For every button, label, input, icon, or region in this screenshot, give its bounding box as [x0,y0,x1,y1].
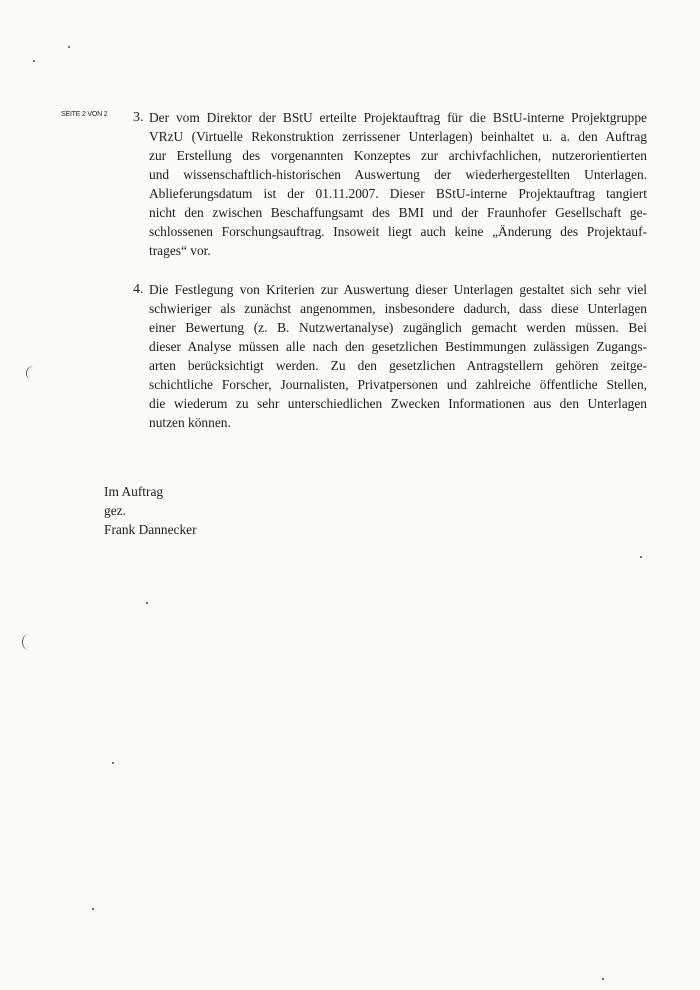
text-line: die wiederum zu sehr unterschiedlichen Zwecken Informationen aus den Unterlagen [149,396,647,411]
text-line: einer Bewertung (z. B. Nutzwertanalyse) zugänglich gemacht werden müssen. Bei [149,320,647,335]
text-line: zur Erstellung des vorgenannten Konzeptes zur archivfachlichen, nutzerorientierten [149,148,647,163]
text-line: trages“ vor. [149,243,211,258]
text-line: schwieriger als zunächst angenommen, insbesondere dadurch, dass diese Unterlagen [149,301,647,316]
punch-hole-mark [22,634,35,650]
text-line: nicht den zwischen Beschaffungsamt des BMI und der Fraunhofer Gesellschaft ge- [149,205,647,220]
text-line: dieser Analyse müssen alle nach den gesetzlichen Bestimmungen zulässigen Zugangs- [149,339,647,354]
text-line: VRzU (Virtuelle Rekonstruktion zerrissener Unterlagen) beinhaltet u. a. den Auftrag [149,129,647,144]
text-line: Der vom Direktor der BStU erteilte Projektauftrag für die BStU-interne Projektgruppe [149,110,647,125]
scan-speck [640,556,642,558]
text-line: nutzen können. [149,415,231,430]
punch-hole-mark [25,365,41,381]
scan-speck [146,602,148,604]
scan-speck [68,46,70,48]
scan-speck [92,908,94,910]
list-item-number: 3. [133,110,144,125]
page-number-marker: SEITE 2 VON 2 [61,111,108,118]
list-item-text [149,108,647,260]
signature-line: Im Auftrag [104,484,164,499]
list-item-number: 4. [133,282,144,297]
text-line: Ablieferungsdatum ist der 01.11.2007. Dieser BStU-interne Projektauftrag tangiert [149,186,647,201]
signature-name: Frank Dannecker [104,522,197,537]
scan-speck [112,762,114,764]
signature-line: gez. [104,503,126,518]
text-line: schlossenen Forschungsauftrag. Insoweit liegt auch keine „Änderung des Projektauf- [149,224,647,239]
scan-speck [602,978,604,980]
list-item-text [149,280,647,432]
text-line: Die Festlegung von Kriterien zur Auswertung dieser Unterlagen gestaltet sich sehr viel [149,282,647,297]
text-line: und wissenschaftlich-historischen Auswertung der wiederhergestellten Unterlagen. [149,167,647,182]
text-line: schichtliche Forscher, Journalisten, Privatpersonen und zahlreiche öffentliche Stellen, [149,377,647,392]
text-line: arten berücksichtigt werden. Zu den gesetzlichen Antragstellern gehören zeitge- [149,358,647,373]
scan-speck [33,60,35,62]
signature-block [104,482,197,539]
